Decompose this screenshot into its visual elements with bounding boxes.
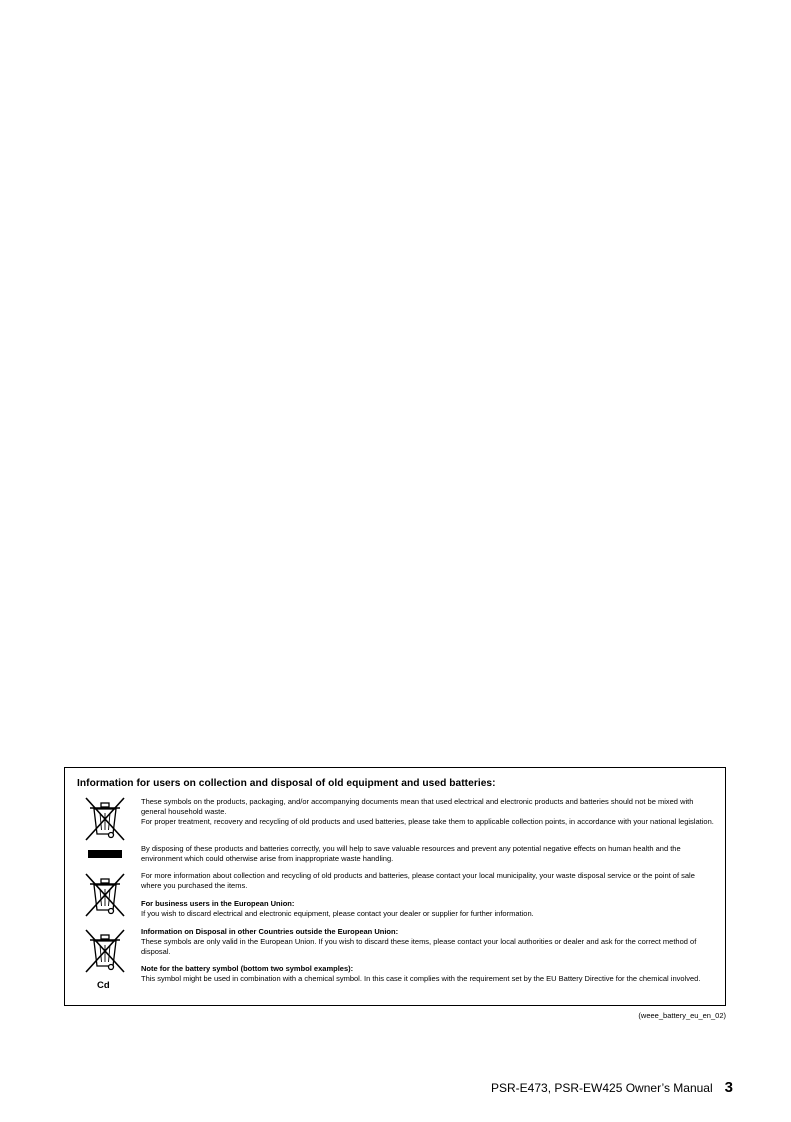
paragraph-correct-disposal: By disposing of these products and batteries correctly, you will help to save valuable resources and prevent any potential negative effects on human health and the environment which could otherwise arise from inappropriate waste handling. — [141, 844, 681, 864]
reference-code: (weee_battery_eu_en_02) — [638, 1011, 726, 1020]
battery-heading: Note for the battery symbol (bottom two symbol examples): — [141, 964, 354, 973]
business-heading: For business users in the European Union: — [141, 899, 295, 908]
cadmium-symbol: Cd — [97, 980, 110, 991]
solid-bar-icon — [88, 850, 122, 858]
paragraph-more-information: For more information about collection and recycling of old products and batteries, please contact your local municipality, your waste disposal service or the point of sale where you purchased the items. — [141, 871, 695, 891]
crossed-out-wheelie-bin-icon — [84, 872, 126, 918]
paragraph-symbols-meaning: These symbols on the products, packaging, and/or accompanying documents mean that used electrical and electronic products and batteries should not be mixed with general household waste. For proper treatment, recovery and recycling of old products and used batteries, please take them to applicable collection points, in accordance with your national legislation. — [141, 797, 714, 827]
paragraph-business-users: For business users in the European Union: If you wish to discard electrical and electronic equipment, please contact your dealer or supplier for further information. — [141, 899, 717, 919]
manual-title: PSR-E473, PSR-EW425 Owner’s Manual — [491, 1081, 713, 1095]
disposal-notice-box — [64, 767, 726, 1006]
crossed-out-wheelie-bin-icon — [84, 928, 126, 974]
notice-title: Information for users on collection and disposal of old equipment and used batteries: — [77, 778, 496, 789]
page-footer — [491, 1079, 733, 1096]
page-number: 3 — [724, 1079, 733, 1096]
paragraph-battery-symbol: Note for the battery symbol (bottom two symbol examples): This symbol might be used in combination with a chemical symbol. In this case it complies with the requirement set by the EU Battery Directive for the chemical involved. — [141, 964, 717, 984]
crossed-out-wheelie-bin-icon — [84, 796, 126, 842]
paragraph-outside-eu: Information on Disposal in other Countries outside the European Union: These symbols are only valid in the European Union. If you wish to discard these items, please contact your local authorities or dealer and ask for the correct method of disposal. — [141, 927, 717, 957]
outside-eu-heading: Information on Disposal in other Countries outside the European Union: — [141, 927, 399, 936]
